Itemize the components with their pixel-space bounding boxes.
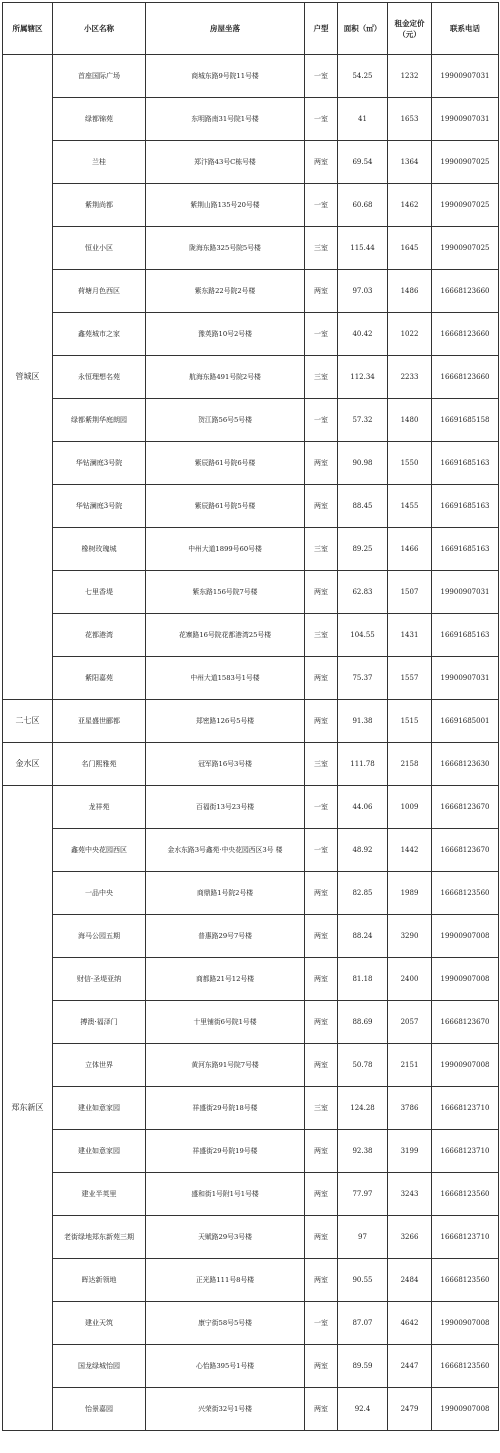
rent-cell: 1515: [388, 700, 432, 743]
community-name-cell: 财信·圣堤亚纳: [53, 958, 146, 1001]
area-cell: 104.55: [338, 614, 388, 657]
community-name-cell: 华钻澜庭3号院: [53, 442, 146, 485]
layout-cell: 两室: [305, 571, 338, 614]
table-row: [3, 743, 499, 786]
area-cell: 112.34: [338, 356, 388, 399]
area-cell: 90.55: [338, 1259, 388, 1302]
table-row: [3, 356, 499, 399]
area-cell: 82.85: [338, 872, 388, 915]
table-row: [3, 1345, 499, 1388]
rent-cell: 1550: [388, 442, 432, 485]
community-name-cell: 紫阳嘉苑: [53, 657, 146, 700]
address-cell: 盛和街1号附1号1号楼: [146, 1173, 305, 1216]
rent-cell: 2484: [388, 1259, 432, 1302]
address-cell: 普惠路29号7号楼: [146, 915, 305, 958]
rent-cell: 1462: [388, 184, 432, 227]
district-cell: 二七区: [3, 700, 53, 743]
phone-cell: 19900907031: [432, 98, 499, 141]
address-cell: 百福街13号23号楼: [146, 786, 305, 829]
phone-cell: 16668123660: [432, 356, 499, 399]
address-cell: 金水东路3号鑫苑·中央花园西区3号 楼: [146, 829, 305, 872]
layout-cell: 两室: [305, 1044, 338, 1087]
community-name-cell: 永恒理想名苑: [53, 356, 146, 399]
community-name-cell: 花都港湾: [53, 614, 146, 657]
rent-cell: 2057: [388, 1001, 432, 1044]
community-name-cell: 海马公园五期: [53, 915, 146, 958]
header-district: 所属辖区: [3, 3, 53, 55]
rent-cell: 1653: [388, 98, 432, 141]
header-layout: 户型: [305, 3, 338, 55]
community-name-cell: 建业半英里: [53, 1173, 146, 1216]
area-cell: 88.24: [338, 915, 388, 958]
area-cell: 92.38: [338, 1130, 388, 1173]
address-cell: 兴荣街32号1号楼: [146, 1388, 305, 1431]
address-cell: 豫英路10号2号楼: [146, 313, 305, 356]
rent-cell: 3290: [388, 915, 432, 958]
phone-cell: 19900907031: [432, 571, 499, 614]
rent-cell: 3243: [388, 1173, 432, 1216]
phone-cell: 16691685163: [432, 528, 499, 571]
phone-cell: 19900907031: [432, 657, 499, 700]
community-name-cell: 绿都紫荆华庭朗园: [53, 399, 146, 442]
rent-cell: 1466: [388, 528, 432, 571]
layout-cell: 三室: [305, 1087, 338, 1130]
rent-cell: 1455: [388, 485, 432, 528]
community-name-cell: 紫荆尚都: [53, 184, 146, 227]
phone-cell: 16668123560: [432, 1259, 499, 1302]
table-row: [3, 786, 499, 829]
area-cell: 81.18: [338, 958, 388, 1001]
layout-cell: 一室: [305, 399, 338, 442]
layout-cell: 三室: [305, 743, 338, 786]
community-name-cell: 建业如意家园: [53, 1087, 146, 1130]
area-cell: 88.45: [338, 485, 388, 528]
table-row: [3, 528, 499, 571]
area-cell: 97.03: [338, 270, 388, 313]
layout-cell: 一室: [305, 55, 338, 98]
phone-cell: 19900907008: [432, 915, 499, 958]
table-row: [3, 657, 499, 700]
table-row: [3, 1044, 499, 1087]
rent-cell: 2151: [388, 1044, 432, 1087]
address-cell: 紫东路22号院2号楼: [146, 270, 305, 313]
phone-cell: 16668123710: [432, 1087, 499, 1130]
layout-cell: 两室: [305, 1388, 338, 1431]
table-row: [3, 1130, 499, 1173]
layout-cell: 三室: [305, 614, 338, 657]
community-name-cell: 怡景嘉园: [53, 1388, 146, 1431]
area-cell: 97: [338, 1216, 388, 1259]
phone-cell: 16691685163: [432, 614, 499, 657]
community-name-cell: 首座国际广场: [53, 55, 146, 98]
district-cell: 管城区: [3, 55, 53, 700]
community-name-cell: 老街绿地郑东新苑三期: [53, 1216, 146, 1259]
address-cell: 心怡路395号1号楼: [146, 1345, 305, 1388]
address-cell: 紫辰路61号院5号楼: [146, 485, 305, 528]
phone-cell: 16668123560: [432, 1173, 499, 1216]
rent-cell: 1009: [388, 786, 432, 829]
layout-cell: 三室: [305, 227, 338, 270]
rental-listing-table: [2, 2, 499, 1431]
layout-cell: 一室: [305, 98, 338, 141]
layout-cell: 两室: [305, 1173, 338, 1216]
table-body: [3, 55, 499, 1431]
rent-cell: 3199: [388, 1130, 432, 1173]
address-cell: 郑汴路43号C栋号楼: [146, 141, 305, 184]
phone-cell: 19900907025: [432, 141, 499, 184]
layout-cell: 两室: [305, 958, 338, 1001]
header-rent: 租金定价（元）: [388, 3, 432, 55]
community-name-cell: 亚星盛世郦都: [53, 700, 146, 743]
address-cell: 郑密路126号5号楼: [146, 700, 305, 743]
table-row: [3, 829, 499, 872]
address-cell: 正光路111号8号楼: [146, 1259, 305, 1302]
table-row: [3, 55, 499, 98]
layout-cell: 两室: [305, 1130, 338, 1173]
area-cell: 48.92: [338, 829, 388, 872]
address-cell: 商都路21号12号楼: [146, 958, 305, 1001]
area-cell: 54.25: [338, 55, 388, 98]
layout-cell: 两室: [305, 141, 338, 184]
rent-cell: 1989: [388, 872, 432, 915]
area-cell: 44.06: [338, 786, 388, 829]
address-cell: 紫东路156号院7号楼: [146, 571, 305, 614]
layout-cell: 一室: [305, 829, 338, 872]
area-cell: 87.07: [338, 1302, 388, 1345]
layout-cell: 两室: [305, 700, 338, 743]
table-row: [3, 614, 499, 657]
community-name-cell: 建业天筑: [53, 1302, 146, 1345]
phone-cell: 19900907025: [432, 227, 499, 270]
table-row: [3, 1259, 499, 1302]
layout-cell: 一室: [305, 313, 338, 356]
community-name-cell: 鑫苑城市之家: [53, 313, 146, 356]
address-cell: 冠军路16号3号楼: [146, 743, 305, 786]
community-name-cell: 搏澳·福泽门: [53, 1001, 146, 1044]
phone-cell: 16691685163: [432, 485, 499, 528]
community-name-cell: 晖达新领地: [53, 1259, 146, 1302]
area-cell: 60.68: [338, 184, 388, 227]
table-row: [3, 700, 499, 743]
area-cell: 89.25: [338, 528, 388, 571]
layout-cell: 两室: [305, 485, 338, 528]
header-address: 房屋坐落: [146, 3, 305, 55]
address-cell: 东明路南31号院1号楼: [146, 98, 305, 141]
layout-cell: 一室: [305, 786, 338, 829]
phone-cell: 19900907025: [432, 184, 499, 227]
community-name-cell: 橡树玫瑰城: [53, 528, 146, 571]
layout-cell: 三室: [305, 528, 338, 571]
area-cell: 89.59: [338, 1345, 388, 1388]
area-cell: 75.37: [338, 657, 388, 700]
rent-cell: 4642: [388, 1302, 432, 1345]
table-row: [3, 313, 499, 356]
address-cell: 陇海东路325号院5号楼: [146, 227, 305, 270]
table-row: [3, 141, 499, 184]
community-name-cell: 兰桂: [53, 141, 146, 184]
phone-cell: 16691685158: [432, 399, 499, 442]
rent-cell: 3266: [388, 1216, 432, 1259]
table-row: [3, 872, 499, 915]
phone-cell: 16668123660: [432, 313, 499, 356]
layout-cell: 两室: [305, 1001, 338, 1044]
phone-cell: 16668123710: [432, 1130, 499, 1173]
layout-cell: 三室: [305, 356, 338, 399]
table-row: [3, 442, 499, 485]
layout-cell: 一室: [305, 184, 338, 227]
area-cell: 77.97: [338, 1173, 388, 1216]
rent-cell: 1557: [388, 657, 432, 700]
phone-cell: 19900907008: [432, 958, 499, 1001]
rent-cell: 2158: [388, 743, 432, 786]
phone-cell: 16668123710: [432, 1216, 499, 1259]
phone-cell: 16668123630: [432, 743, 499, 786]
phone-cell: 19900907008: [432, 1302, 499, 1345]
rent-cell: 2400: [388, 958, 432, 1001]
rent-cell: 1232: [388, 55, 432, 98]
phone-cell: 16668123560: [432, 1345, 499, 1388]
address-cell: 紫辰路61号院6号楼: [146, 442, 305, 485]
rent-cell: 1364: [388, 141, 432, 184]
layout-cell: 两室: [305, 1216, 338, 1259]
address-cell: 贺江路56号5号楼: [146, 399, 305, 442]
community-name-cell: 一品中央: [53, 872, 146, 915]
address-cell: 航海东路491号院2号楼: [146, 356, 305, 399]
community-name-cell: 国龙绿城怡园: [53, 1345, 146, 1388]
table-row: [3, 98, 499, 141]
area-cell: 88.69: [338, 1001, 388, 1044]
address-cell: 商城东路9号院11号楼: [146, 55, 305, 98]
community-name-cell: 龙祥苑: [53, 786, 146, 829]
rent-cell: 1486: [388, 270, 432, 313]
phone-cell: 19900907031: [432, 55, 499, 98]
phone-cell: 19900907008: [432, 1044, 499, 1087]
rent-cell: 2447: [388, 1345, 432, 1388]
table-row: [3, 571, 499, 614]
header-community-name: 小区名称: [53, 3, 146, 55]
area-cell: 57.32: [338, 399, 388, 442]
phone-cell: 16668123660: [432, 270, 499, 313]
layout-cell: 两室: [305, 270, 338, 313]
district-cell: 金水区: [3, 743, 53, 786]
area-cell: 91.38: [338, 700, 388, 743]
layout-cell: 一室: [305, 1302, 338, 1345]
table-row: [3, 184, 499, 227]
rent-cell: 1431: [388, 614, 432, 657]
address-cell: 康宁街58号5号楼: [146, 1302, 305, 1345]
area-cell: 115.44: [338, 227, 388, 270]
address-cell: 天赋路29号3号楼: [146, 1216, 305, 1259]
table-row: [3, 1173, 499, 1216]
address-cell: 祥盛街29号院19号楼: [146, 1130, 305, 1173]
header-area: 面积（㎡）: [338, 3, 388, 55]
address-cell: 中州大道1899号60号楼: [146, 528, 305, 571]
rental-table-page: [2, 2, 498, 1447]
table-row: [3, 227, 499, 270]
phone-cell: 16691685001: [432, 700, 499, 743]
community-name-cell: 鑫苑中央花园西区: [53, 829, 146, 872]
layout-cell: 两室: [305, 1259, 338, 1302]
area-cell: 50.78: [338, 1044, 388, 1087]
rent-cell: 3786: [388, 1087, 432, 1130]
area-cell: 90.98: [338, 442, 388, 485]
table-row: [3, 1388, 499, 1431]
area-cell: 92.4: [338, 1388, 388, 1431]
community-name-cell: 建业如意家园: [53, 1130, 146, 1173]
address-cell: 十里铺街6号院1号楼: [146, 1001, 305, 1044]
layout-cell: 两室: [305, 1345, 338, 1388]
layout-cell: 两室: [305, 657, 338, 700]
area-cell: 124.28: [338, 1087, 388, 1130]
rent-cell: 1442: [388, 829, 432, 872]
area-cell: 41: [338, 98, 388, 141]
layout-cell: 两室: [305, 872, 338, 915]
address-cell: 紫荆山路135号20号楼: [146, 184, 305, 227]
table-row: [3, 915, 499, 958]
table-row: [3, 399, 499, 442]
area-cell: 40.42: [338, 313, 388, 356]
community-name-cell: 名门熙雅苑: [53, 743, 146, 786]
address-cell: 花寨路16号院花都港湾25号楼: [146, 614, 305, 657]
community-name-cell: 恒业小区: [53, 227, 146, 270]
layout-cell: 两室: [305, 915, 338, 958]
phone-cell: 19900907008: [432, 1388, 499, 1431]
rent-cell: 1480: [388, 399, 432, 442]
table-row: [3, 1087, 499, 1130]
table-row: [3, 958, 499, 1001]
table-row: [3, 1216, 499, 1259]
phone-cell: 16668123670: [432, 1001, 499, 1044]
rent-cell: 1022: [388, 313, 432, 356]
area-cell: 111.78: [338, 743, 388, 786]
community-name-cell: 立体世界: [53, 1044, 146, 1087]
rent-cell: 2233: [388, 356, 432, 399]
address-cell: 祥盛街29号院18号楼: [146, 1087, 305, 1130]
rent-cell: 1507: [388, 571, 432, 614]
address-cell: 中州大道1583号1号楼: [146, 657, 305, 700]
community-name-cell: 华钻澜庭3号院: [53, 485, 146, 528]
table-row: [3, 270, 499, 313]
table-row: [3, 485, 499, 528]
phone-cell: 16691685163: [432, 442, 499, 485]
table-header-row: [3, 3, 499, 55]
area-cell: 69.54: [338, 141, 388, 184]
address-cell: 黄河东路91号院7号楼: [146, 1044, 305, 1087]
layout-cell: 两室: [305, 442, 338, 485]
address-cell: 商鼎路1号院2号楼: [146, 872, 305, 915]
rent-cell: 2479: [388, 1388, 432, 1431]
district-cell: 郑东新区: [3, 786, 53, 1431]
table-row: [3, 1302, 499, 1345]
phone-cell: 16668123670: [432, 786, 499, 829]
area-cell: 62.83: [338, 571, 388, 614]
rent-cell: 1645: [388, 227, 432, 270]
header-phone: 联系电话: [432, 3, 499, 55]
phone-cell: 16668123670: [432, 829, 499, 872]
community-name-cell: 绿都锦苑: [53, 98, 146, 141]
table-row: [3, 1001, 499, 1044]
phone-cell: 16668123560: [432, 872, 499, 915]
community-name-cell: 七里香堤: [53, 571, 146, 614]
community-name-cell: 荷塘月色西区: [53, 270, 146, 313]
